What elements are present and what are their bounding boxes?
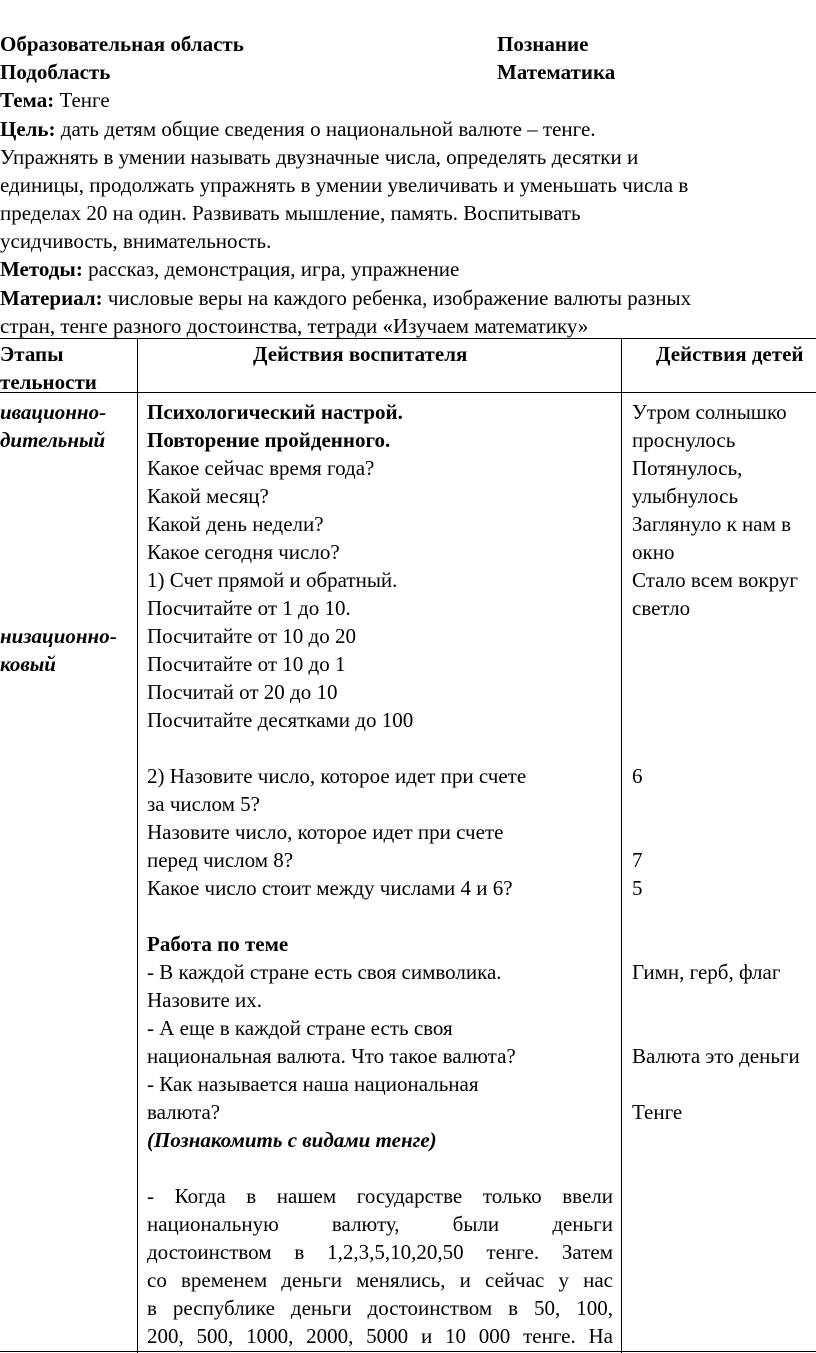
children-blank-line <box>632 1070 816 1098</box>
methods-label: Методы: <box>0 257 83 281</box>
children-line: Заглянуло к нам в <box>632 512 792 536</box>
material-text-1: числовые веры на каждого ребенка, изображение валюты разных <box>107 286 692 310</box>
children-line: 5 <box>632 876 643 900</box>
teacher-line: 200, 500, 1000, 2000, 5000 и 10 000 тенге. На <box>147 1324 613 1348</box>
table-bottom-border <box>0 1351 816 1352</box>
goal-line-1 <box>0 115 816 143</box>
teacher-line: Посчитайте от 10 до 1 <box>147 652 346 676</box>
teacher-line: Посчитайте от 10 до 20 <box>147 624 356 648</box>
children-blank-line <box>632 986 816 1014</box>
material-line-2: стран, тенге разного достоинства, тетради «Изучаем математику» <box>0 314 589 338</box>
stage1-line-1: ивационно- <box>0 400 107 424</box>
children-blank-line <box>632 790 816 818</box>
teacher-actions <box>147 398 615 1350</box>
teacher-line: достоинством в 1,2,3,5,10,20,50 тенге. Затем <box>147 1240 613 1264</box>
teacher-line: Назовите их. <box>147 988 263 1012</box>
children-line: светло <box>632 596 691 620</box>
children-line: 6 <box>632 764 643 788</box>
teacher-line: Психологический настрой. <box>147 400 403 424</box>
stage2-line-1: низационно- <box>0 624 117 648</box>
children-line: Гимн, герб, флаг <box>632 960 781 984</box>
stage-organizational <box>0 622 134 678</box>
children-line: Валюта это деньги <box>632 1044 800 1068</box>
topic-label: Тема: <box>0 88 55 112</box>
children-blank-line <box>632 622 816 650</box>
header-stages-line-2: тельности <box>0 370 97 394</box>
header-stages-line-1: Этапы <box>0 342 64 366</box>
teacher-line: со временем деньги менялись, и сейчас у нас <box>147 1268 613 1292</box>
methods-value: рассказ, демонстрация, игра, упражнение <box>88 257 460 281</box>
teacher-line: Посчитай от 20 до 10 <box>147 680 338 704</box>
children-actions <box>632 398 816 1126</box>
teacher-line: - А еще в каждой стране есть своя <box>147 1016 453 1040</box>
children-blank-line <box>632 1014 816 1042</box>
teacher-line: Какой месяц? <box>147 484 269 508</box>
goal-text-1: дать детям общие сведения о национальной валюте – тенге. <box>60 117 596 141</box>
children-blank-line <box>632 930 816 958</box>
children-line: проснулось <box>632 428 736 452</box>
teacher-line: (Познакомить с видами тенге) <box>147 1128 437 1152</box>
teacher-line: Повторение пройденного. <box>147 428 391 452</box>
teacher-line: - Как называется наша национальная <box>147 1072 479 1096</box>
teacher-blank-line <box>147 734 615 762</box>
children-line: Потянулось, <box>632 456 743 480</box>
teacher-blank-line <box>147 1154 615 1182</box>
children-blank-line <box>632 902 816 930</box>
area-label: Образовательная область <box>0 32 244 56</box>
children-blank-line <box>632 650 816 678</box>
children-line: Утром солнышко <box>632 400 787 424</box>
area-value: Познание <box>497 32 589 56</box>
children-blank-line <box>632 678 816 706</box>
methods-line <box>0 255 816 283</box>
goal-line-2: Упражнять в умении называть двузначные числа, определять десятки и <box>0 145 639 169</box>
teacher-line: Назовите число, которое идет при счете <box>147 820 504 844</box>
children-line: Тенге <box>632 1100 683 1124</box>
teacher-line: Какое сейчас время года? <box>147 456 375 480</box>
teacher-line: за числом 5? <box>147 792 260 816</box>
children-blank-line <box>632 706 816 734</box>
teacher-line: Посчитайте десятками до 100 <box>147 708 414 732</box>
stage2-line-2: ковый <box>0 652 56 676</box>
goal-line-3: единицы, продолжать упражнять в умении увеличивать и уменьшать числа в <box>0 173 689 197</box>
subarea-label: Подобласть <box>0 60 111 84</box>
children-line: Стало всем вокруг <box>632 568 798 592</box>
children-line: улыбнулось <box>632 484 739 508</box>
material-block <box>0 284 816 340</box>
children-blank-line <box>632 734 816 762</box>
goal-block <box>0 115 816 255</box>
header-children: Действия детей <box>656 342 804 366</box>
goal-line-4: пределах 20 на один. Развивать мышление, память. Воспитывать <box>0 201 581 225</box>
teacher-line: Посчитайте от 1 до 10. <box>147 596 351 620</box>
children-line: 7 <box>632 848 643 872</box>
teacher-line: национальная валюта. Что такое валюта? <box>147 1044 516 1068</box>
teacher-line: национальную валюту, были деньги <box>147 1212 613 1236</box>
stage1-line-2: дительный <box>0 428 106 452</box>
teacher-line: валюта? <box>147 1100 221 1124</box>
teacher-line: перед числом 8? <box>147 848 294 872</box>
topic-value: Тенге <box>59 88 110 112</box>
topic-line <box>0 86 816 114</box>
subarea-value: Математика <box>497 60 616 84</box>
goal-label: Цель: <box>0 117 56 141</box>
material-line-1 <box>0 284 816 312</box>
material-label: Материал: <box>0 286 103 310</box>
table-col-divider-2 <box>621 338 622 1353</box>
teacher-line: - В каждой стране есть своя символика. <box>147 960 502 984</box>
teacher-line: Какое число стоит между числами 4 и 6? <box>147 876 513 900</box>
children-line: окно <box>632 540 675 564</box>
teacher-line: Работа по теме <box>147 932 289 956</box>
teacher-line: Какой день недели? <box>147 512 324 536</box>
lesson-table <box>0 338 816 1353</box>
goal-line-5: усидчивость, внимательность. <box>0 229 272 253</box>
teacher-line: Какое сегодня число? <box>147 540 340 564</box>
header-stages <box>0 340 134 396</box>
teacher-line: в республике деньги достоинством в 50, 100, <box>147 1296 613 1320</box>
header-teacher: Действия воспитателя <box>253 342 468 366</box>
teacher-line: 2) Назовите число, которое идет при счете <box>147 764 527 788</box>
stage-motivational <box>0 398 134 454</box>
table-top-border <box>0 338 816 339</box>
teacher-line: 1) Счет прямой и обратный. <box>147 568 398 592</box>
table-col-divider-1 <box>137 338 138 1353</box>
teacher-blank-line <box>147 902 615 930</box>
teacher-line: - Когда в нашем государстве только ввели <box>147 1184 613 1208</box>
children-blank-line <box>632 818 816 846</box>
